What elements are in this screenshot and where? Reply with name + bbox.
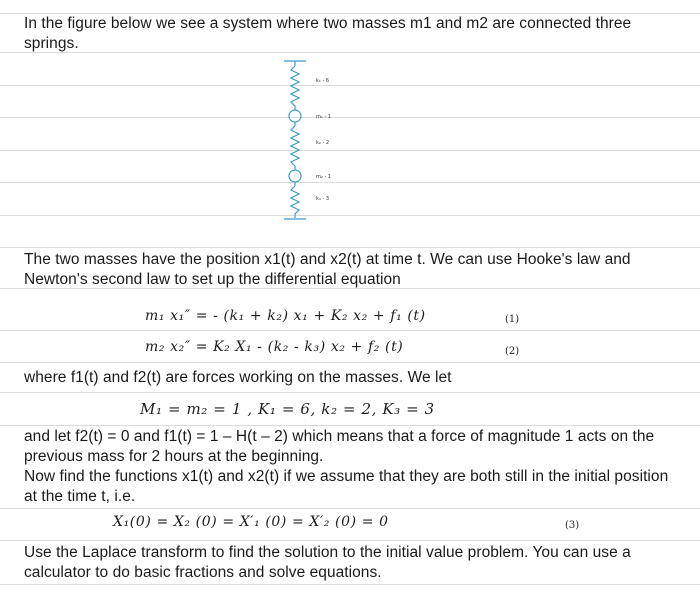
equation-2-number: (2) (505, 346, 520, 357)
forcing-paragraph: and let f2(t) = 0 and f1(t) = 1 – H(t – 2) which means that a force of magnitude 1 acts on the previous mass for 2 hours at the beginning. (24, 428, 655, 465)
ruled-line (0, 117, 700, 118)
ruled-line (0, 215, 700, 216)
equation-2: m₂ x₂″ = K₂ X₁ - (k₂ - k₃) x₂ + f₂ (t) (145, 339, 404, 355)
figure-label-k3: k₃ - 3 (316, 196, 330, 202)
intro-paragraph: In the figure below we see a system where two masses m1 and m2 are connected three springs. (24, 15, 632, 52)
equation-3-number: (3) (565, 520, 580, 531)
parameter-values: M₁ = m₂ = 1 , K₁ = 6, k₂ = 2, K₃ = 3 (140, 400, 435, 418)
ruled-line (0, 182, 700, 183)
initial-conditions: X₁(0) = X₂ (0) = X′₁ (0) = X′₂ (0) = 0 (113, 514, 389, 530)
figure-label-m1: m₁ - 1 (316, 114, 332, 120)
ruled-line (0, 508, 700, 509)
ruled-line (0, 540, 700, 541)
ruled-line (0, 425, 700, 426)
laplace-paragraph: Use the Laplace transform to find the solution to the initial value problem. You can use a calculator to do basic fractions and solve equations. (24, 544, 631, 581)
forces-paragraph: where f1(t) and f2(t) are forces working on the masses. We let (24, 369, 452, 386)
ruled-line (0, 85, 700, 86)
figure-label-k1: k₁ - 6 (316, 78, 330, 84)
ruled-line (0, 247, 700, 248)
equation-1: m₁ x₁″ = - (k₁ + k₂) x₁ + K₂ x₂ + f₁ (t) (145, 308, 426, 324)
ruled-line (0, 392, 700, 393)
find-functions-paragraph: Now find the functions x1(t) and x2(t) if we assume that they are both still in the initial position at the time t, i.e. (24, 468, 669, 505)
figure-label-m2: m₂ - 1 (316, 174, 332, 180)
ruled-line (0, 150, 700, 151)
equation-1-number: (1) (505, 314, 520, 325)
positions-paragraph: The two masses have the position x1(t) and x2(t) at time t. We can use Hooke's law and Newton's second law to set up the differential equation (24, 251, 631, 288)
ruled-line (0, 362, 700, 363)
figure-label-k2: k₂ - 2 (316, 140, 330, 146)
ruled-line (0, 584, 700, 585)
ruled-line (0, 330, 700, 331)
spring-mass-figure (270, 58, 340, 223)
